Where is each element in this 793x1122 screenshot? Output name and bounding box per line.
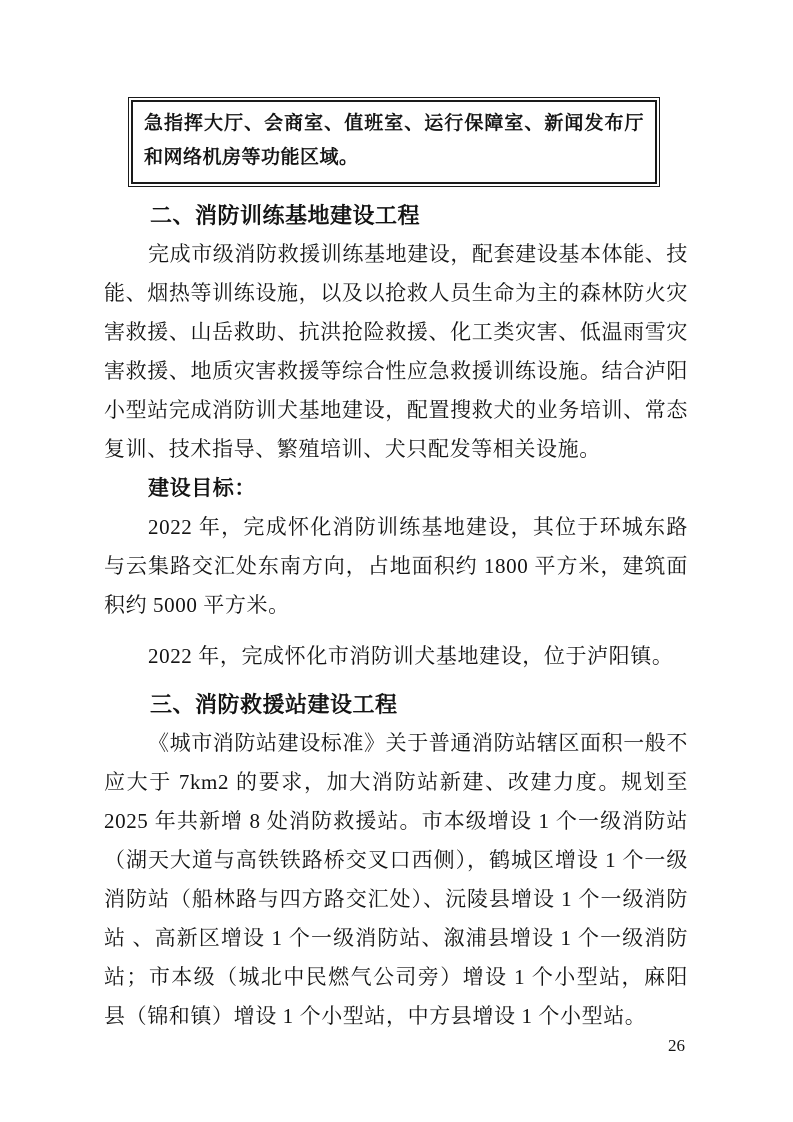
- callout-box-text: 急指挥大厅、会商室、值班室、运行保障室、新闻发布厅和网络机房等功能区域。: [131, 100, 657, 184]
- paragraph-training-base: 完成市级消防救援训练基地建设，配套建设基本体能、技能、烟热等训练设施，以及以抢救人员生命为主的森林防火灾害救援、山岳救助、抗洪抢险救援、化工类灾害、低温雨雪灾害救援、地质灾害救援等综合性应急救援训练设施。结合泸阳小型站完成消防训犬基地建设，配置搜救犬的业务培训、常态复训、技术指导、繁殖培训、犬只配发等相关设施。: [104, 242, 688, 461]
- section-heading-rescue-stations: 三、消防救援站建设工程: [150, 692, 398, 717]
- subheading-construction-goals: 建设目标：: [148, 476, 256, 500]
- page-number: 26: [668, 1036, 685, 1055]
- paragraph-rescue-stations: 《城市消防站建设标准》关于普通消防站辖区面积一般不应大于 7km2 的要求，加大消防站新建、改建力度。规划至 2025 年共新增 8 处消防救援站。市本级增设 1 个一级消防站（湖天大道与高铁铁路桥交叉口西侧），鹤城区增设 1 个一级消防站（船林路与四方路交汇处）、沅陵县增设 1 个一级消防站 、高新区增设 1 个一级消防站、溆浦县增设 1 个一级消防站；市本级（城北中民燃气公司旁）增设 1 个小型站，麻阳县（锦和镇）增设 1 个小型站，中方县增设 1 个小型站。: [104, 731, 688, 1028]
- callout-box: [128, 97, 660, 187]
- page-content: [104, 97, 688, 1036]
- paragraph-goal-training-2022: 2022 年，完成怀化消防训练基地建设，其位于环城东路与云集路交汇处东南方向，占地面积约 1800 平方米，建筑面积约 5000 平方米。: [104, 515, 688, 617]
- paragraph-goal-dog-base-2022: 2022 年，完成怀化市消防训犬基地建设，位于泸阳镇。: [148, 644, 674, 668]
- section-heading-training-base: 二、消防训练基地建设工程: [150, 203, 421, 228]
